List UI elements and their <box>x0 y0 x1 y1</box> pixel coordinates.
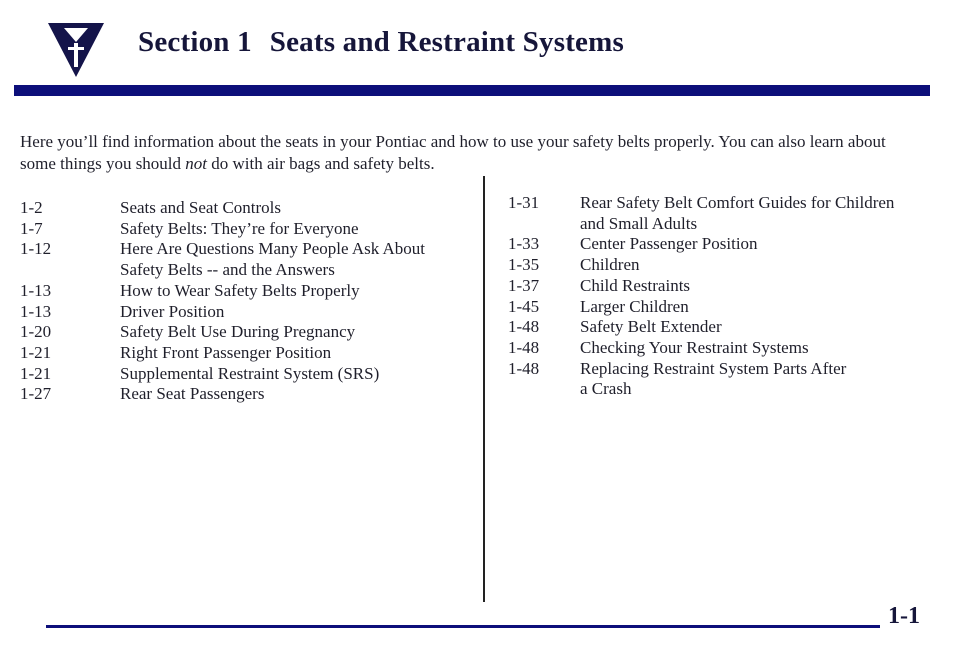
toc-entry <box>508 359 928 380</box>
pontiac-arrowhead-icon <box>46 20 106 80</box>
toc-entry <box>20 343 470 364</box>
toc-page-ref <box>20 260 120 281</box>
toc-page-ref: 1-33 <box>508 234 540 254</box>
toc-entry <box>508 214 928 235</box>
toc-entry <box>508 234 928 255</box>
toc-entry-title: Safety Belts: They’re for Everyone <box>120 218 359 238</box>
toc-left-column <box>20 198 470 405</box>
toc-page-ref: 1-27 <box>20 384 52 404</box>
toc-entry <box>20 322 470 343</box>
toc-entry-title: Checking Your Restraint Systems <box>580 337 809 357</box>
toc-entry-title: Rear Safety Belt Comfort Guides for Children <box>580 193 895 212</box>
toc-entry-title: Seats and Seat Controls <box>120 198 282 217</box>
page-title <box>138 26 624 59</box>
toc-page-ref: 1-2 <box>20 198 43 217</box>
toc-entry-title: Children <box>580 255 640 275</box>
toc-entry-title: Supplemental Restraint System (SRS) <box>120 363 380 383</box>
toc-page-ref: 1-13 <box>20 280 52 300</box>
toc-entry-title: a Crash <box>580 379 632 399</box>
toc-entry <box>508 338 928 359</box>
toc-page-ref: 1-12 <box>20 239 52 259</box>
toc-entry-title: Center Passenger Position <box>580 234 758 254</box>
toc-entry-title: and Small Adults <box>580 213 698 233</box>
toc-entry <box>20 302 470 323</box>
intro-text-part2: do with air bags and safety belts. <box>207 154 435 173</box>
toc-entry <box>20 198 470 219</box>
section-title: Seats and Restraint Systems <box>269 26 624 58</box>
toc-page-ref: 1-48 <box>508 317 540 337</box>
header-rule <box>14 85 930 96</box>
toc-entry <box>508 276 928 297</box>
toc-entry-title: Larger Children <box>580 296 689 316</box>
toc-entry <box>20 219 470 240</box>
toc-entry <box>508 193 928 214</box>
toc-entry <box>508 317 928 338</box>
toc-page-ref: 1-13 <box>20 301 52 321</box>
section-number: Section 1 <box>138 26 252 58</box>
intro-text-part1: Here you’ll find information about the seats in your Pontiac and how to use your safety belts properly. You can also learn about some things you should <box>20 132 886 173</box>
intro-emphasis: not <box>185 154 208 173</box>
toc-page-ref: 1-7 <box>20 218 43 238</box>
page-number: 1-1 <box>888 603 920 629</box>
toc-entry <box>508 379 928 400</box>
toc-page-ref: 1-35 <box>508 255 540 275</box>
toc-page-ref <box>508 379 580 400</box>
footer-rule <box>46 625 880 628</box>
toc-page-ref: 1-37 <box>508 275 540 295</box>
toc-page-ref: 1-21 <box>20 342 52 362</box>
intro-paragraph <box>20 131 920 175</box>
toc-entry-title: Right Front Passenger Position <box>120 342 332 362</box>
toc-page-ref: 1-45 <box>508 296 540 316</box>
toc-entry-title: Safety Belts -- and the Answers <box>120 260 335 280</box>
toc-page-ref: 1-48 <box>508 337 540 357</box>
toc-entry <box>20 384 470 405</box>
toc-entry <box>20 260 470 281</box>
toc-entry <box>508 297 928 318</box>
toc-entry <box>20 364 470 385</box>
toc-entry-title: Rear Seat Passengers <box>120 384 265 404</box>
toc-entry-title: Replacing Restraint System Parts After <box>580 358 847 378</box>
toc-entry-title: How to Wear Safety Belts Properly <box>120 280 360 300</box>
toc-page-ref: 1-21 <box>20 363 52 383</box>
toc-entry-title: Here Are Questions Many People Ask About <box>120 239 426 259</box>
toc-entry-title: Safety Belt Extender <box>580 317 722 337</box>
toc-entry <box>20 239 470 260</box>
column-divider <box>483 176 485 602</box>
toc-entry-title: Safety Belt Use During Pregnancy <box>120 322 356 342</box>
toc-entry <box>20 281 470 302</box>
toc-entry-title: Child Restraints <box>580 275 691 295</box>
toc-page-ref: 1-31 <box>508 193 540 212</box>
toc-page-ref <box>508 214 580 235</box>
toc-page-ref: 1-20 <box>20 322 52 342</box>
toc-entry <box>508 255 928 276</box>
toc-page-ref: 1-48 <box>508 358 540 378</box>
toc-entry-title: Driver Position <box>120 301 225 321</box>
toc-right-column <box>508 193 928 400</box>
